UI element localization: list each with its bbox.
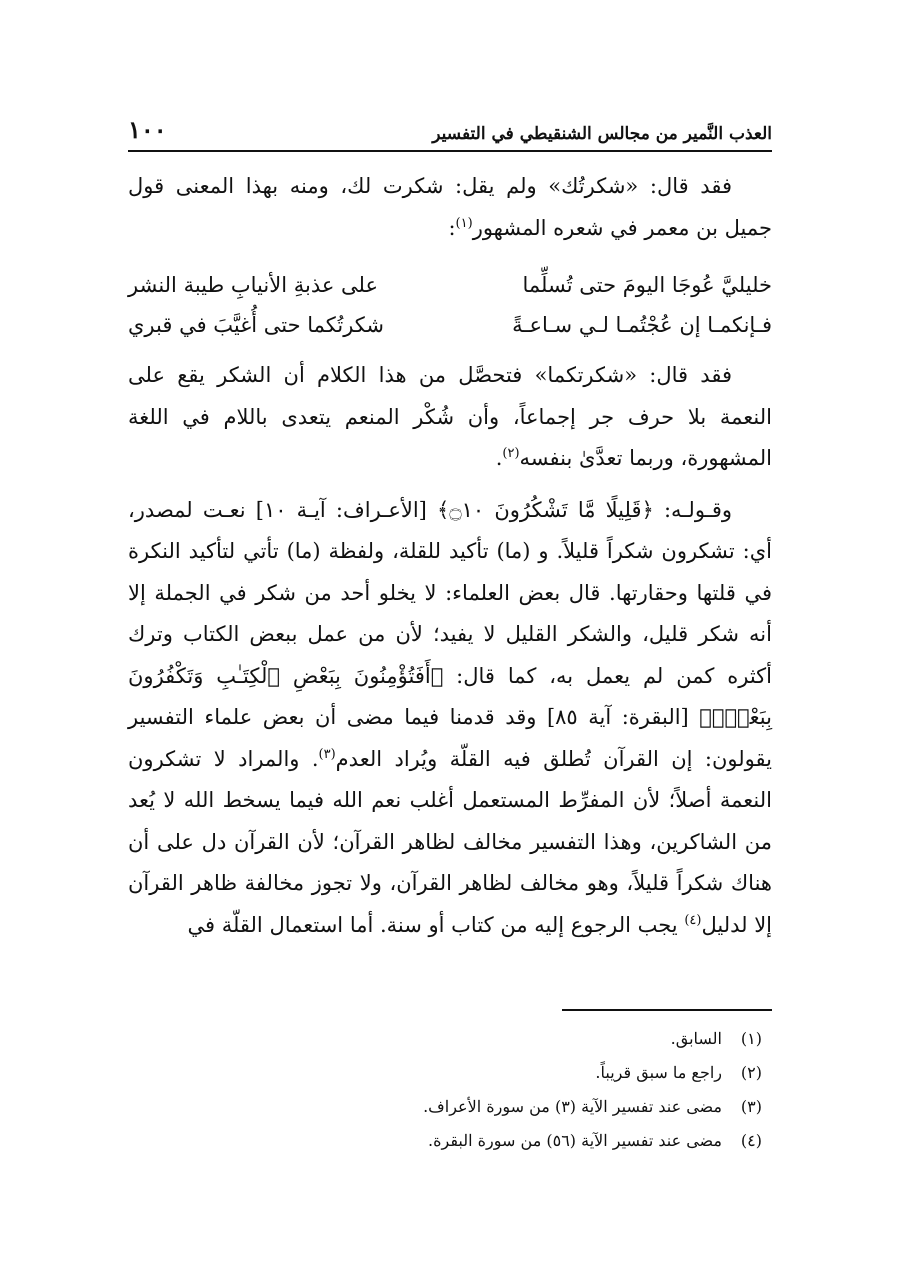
footnote-number: (٤) bbox=[740, 1131, 762, 1150]
footnote-item bbox=[128, 1124, 762, 1158]
verse-1-first-hemistich: خليليَّ عُوجَا اليومَ حتى تُسلِّما bbox=[522, 273, 772, 297]
verse-2-first-hemistich: فـإنكمـا إن عُجْتُمـا لـي سـاعـةً bbox=[512, 313, 772, 337]
paragraph-3-text-c: يجب الرجوع إليه من كتاب أو سنة. أما استعمال القلّة في bbox=[187, 912, 685, 937]
paragraph-1-end: : bbox=[448, 215, 456, 240]
paragraph-2 bbox=[128, 355, 772, 480]
page-header bbox=[128, 108, 772, 152]
footnotes bbox=[128, 1022, 762, 1158]
paragraph-3-text-b: . والمراد لا تشكرون النعمة أصلاً؛ لأن المفرِّط المستعمل أغلب نعم الله فيما يسخط الله لا يُعد من الشاكرين، وهذا التفسير مخالف لظاهر القرآن؛ لأن القرآن دل على أن هناك شكراً قليلاً، وهو مخالف لظاهر القرآن، ولا تجوز مخالفة ظاهر القرآن إلا لدليل bbox=[128, 746, 772, 937]
footnote-text: راجع ما سبق قريباً. bbox=[595, 1063, 722, 1082]
footnote-number: (١) bbox=[740, 1029, 762, 1048]
footnote-number: (٢) bbox=[740, 1063, 762, 1082]
running-title: العذب النَّمير من مجالس الشنقيطي في التفسير bbox=[432, 124, 772, 144]
paragraph-1 bbox=[128, 166, 772, 249]
footnote-item bbox=[128, 1090, 762, 1124]
footnote-item bbox=[128, 1056, 762, 1090]
verse-1-second-hemistich: على عذبةِ الأنيابِ طيبة النشر bbox=[128, 273, 379, 297]
footnote-number: (٣) bbox=[740, 1097, 762, 1116]
footnote-text: مضى عند تفسير الآية (٥٦) من سورة البقرة. bbox=[428, 1131, 722, 1150]
footnote-divider bbox=[562, 1009, 772, 1011]
page-number: ١٠٠ bbox=[128, 115, 167, 144]
poem-verse-2 bbox=[128, 305, 772, 345]
footnote-ref-3: (٣) bbox=[318, 746, 336, 762]
paragraph-2-text: فقد قال: «شكرتكما» فتحصَّل من هذا الكلام أن الشكر يقع على النعمة بلا حرف جر إجماعاً، وأن شُكْر المنعم يتعدى باللام في اللغة المشهورة، وربما تعدَّىٰ بنفسه bbox=[128, 363, 772, 470]
poem-verse-1 bbox=[128, 265, 772, 305]
footnote-item bbox=[128, 1022, 762, 1056]
footnote-ref-1: (١) bbox=[455, 215, 473, 231]
main-text bbox=[128, 166, 772, 946]
paragraph-3 bbox=[128, 490, 772, 947]
paragraph-2-end: . bbox=[495, 446, 503, 470]
footnote-ref-2: (٢) bbox=[502, 446, 520, 461]
paragraph-1-text: فقد قال: «شكرتُك» ولم يقل: شكرت لك، ومنه بهذا المعنى قول جميل بن معمر في شعره المشهور bbox=[128, 174, 772, 240]
footnote-text: السابق. bbox=[670, 1029, 722, 1048]
paragraph-3-text-a: وقـولـه: ﴿قَلِيلًا مَّا تَشْكُرُونَ ۝١٠﴾ [الأعـراف: آيـة ١٠] نعـت لمصدر، أي: تشكرون شكراً قليلاً. و (ما) تأكيد للقلة، ولفظة (ما) تأتي لتأكيد النكرة في قلتها وحقارتها. قال بعض العلماء: لا يخلو أحد من شكر في الجملة إلا أنه شكر قليل، والشكر القليل لا يفيد؛ لأن من عمل ببعض الكتاب وترك أكثره كمن لم يعمل به، كما قال: ﴿أَفَتُؤْمِنُونَ بِبَعْضِ ٱلْكِتَـٰبِ وَتَكْفُرُونَ بِبَعْضٍۚ﴾ [البقرة: آية ٨٥] وقد قدمنا فيما مضى أن بعض علماء التفسير يقولون: إن القرآن تُطلق فيه القلّة ويُراد العدم bbox=[128, 497, 772, 771]
footnote-text: مضى عند تفسير الآية (٣) من سورة الأعراف. bbox=[423, 1097, 722, 1116]
footnote-ref-4: (٤) bbox=[684, 912, 702, 928]
verse-2-second-hemistich: شكرتُكما حتى أُغيَّبَ في قبري bbox=[128, 313, 384, 337]
